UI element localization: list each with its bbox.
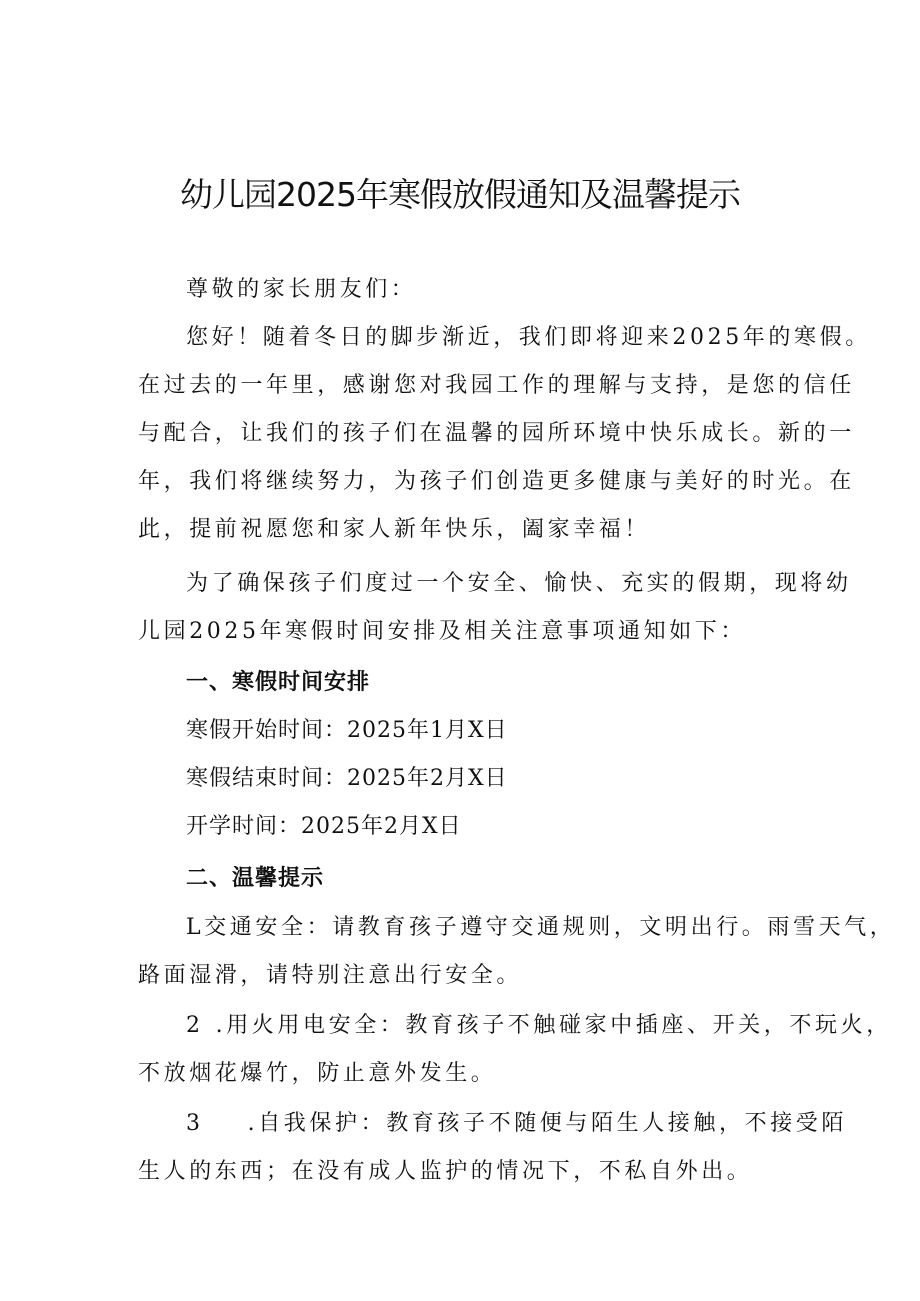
school-start-time: 开学时间：2025年2月X日 bbox=[186, 814, 462, 839]
holiday-end-time: 寒假结束时间：2025年2月X日 bbox=[186, 766, 508, 791]
paragraph-line: 此，提前祝愿您和家人新年快乐，阖家幸福！ bbox=[138, 517, 651, 542]
paragraph-line: 与配合，让我们的孩子们在温馨的园所环境中快乐成长。新的一 bbox=[138, 421, 855, 446]
holiday-start-time: 寒假开始时间：2025年1月X日 bbox=[186, 718, 508, 743]
paragraph-line: L交通安全：请教育孩子遵守交通规则，文明出行。雨雪天气， bbox=[186, 915, 896, 940]
paragraph-line: 儿园2025年寒假时间安排及相关注意事项通知如下： bbox=[138, 619, 746, 644]
tip-fire-electric-safety bbox=[138, 1002, 892, 1098]
paragraph-line: 路面湿滑，请特别注意出行安全。 bbox=[138, 963, 523, 988]
paragraph-line bbox=[138, 1100, 848, 1148]
paragraph-line: 您好！随着冬日的脚步渐近，我们即将迎来2025年的寒假。 bbox=[186, 325, 871, 350]
purpose-paragraph bbox=[138, 560, 852, 656]
greeting bbox=[138, 266, 793, 314]
paragraph-line: 为了确保孩子们度过一个安全、愉快、充实的假期，现将幼 bbox=[186, 571, 852, 596]
intro-paragraph bbox=[138, 314, 871, 554]
tip-self-protection bbox=[138, 1100, 848, 1196]
tip-number: 2 bbox=[186, 1013, 204, 1038]
tip-traffic-safety bbox=[138, 904, 896, 1000]
greeting-text: 尊敬的家长朋友们： bbox=[186, 277, 417, 302]
paragraph-line: 年，我们将继续努力，为孩子们创造更多健康与美好的时光。在 bbox=[138, 469, 855, 494]
section-heading-tips: 二、温馨提示 bbox=[186, 866, 325, 891]
paragraph-line: 在过去的一年里，感谢您对我园工作的理解与支持，是您的信任 bbox=[138, 373, 855, 398]
section-heading-schedule: 一、寒假时间安排 bbox=[186, 670, 371, 695]
tip-text: .自我保护：教育孩子不随便与陌生人接触，不接受陌 bbox=[247, 1111, 848, 1136]
document-title: 幼儿园2025年寒假放假通知及温馨提示 bbox=[180, 175, 740, 214]
paragraph-line: 生人的东西；在没有成人监护的情况下，不私自外出。 bbox=[138, 1159, 753, 1184]
paragraph-line: 不放烟花爆竹，防止意外发生。 bbox=[138, 1061, 497, 1086]
tip-number: 3 bbox=[186, 1111, 204, 1136]
tip-text: .用火用电安全：教育孩子不触碰家中插座、开关，不玩火， bbox=[215, 1013, 892, 1038]
paragraph-line bbox=[138, 1002, 892, 1050]
